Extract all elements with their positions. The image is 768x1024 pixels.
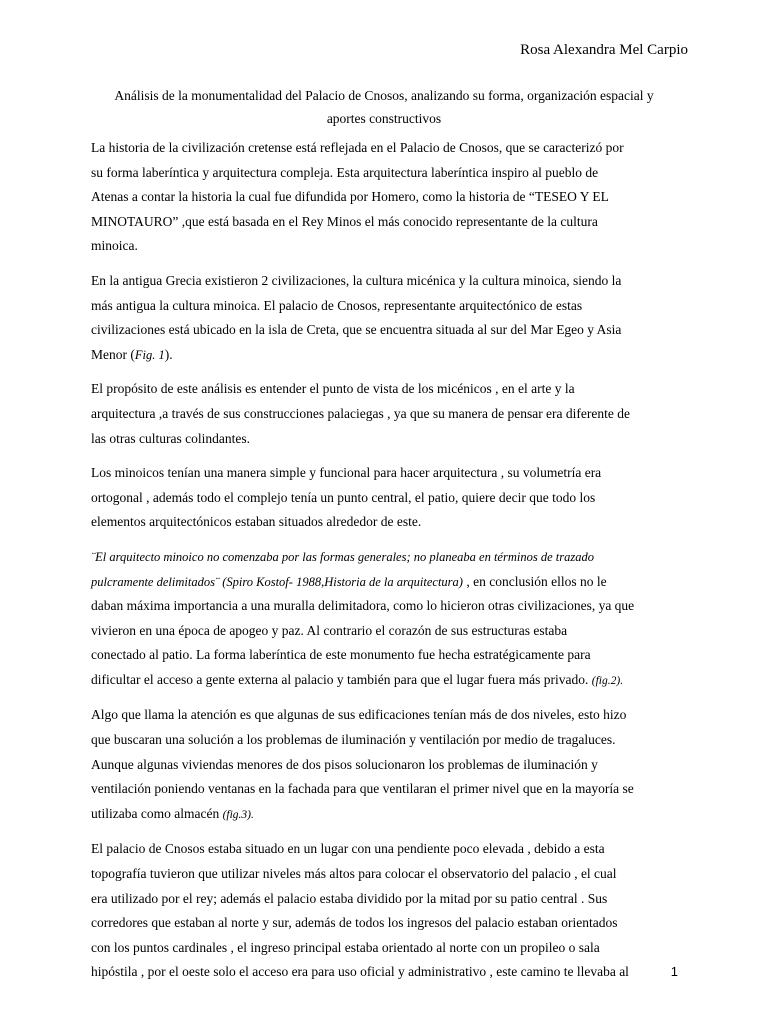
text-line — [91, 343, 680, 368]
text-line: minoica. — [91, 238, 138, 254]
text-line: Algo que llama la atención es que algunas de sus edificaciones tenían más de dos niveles, esto hizo — [91, 707, 627, 723]
text-line — [91, 668, 680, 694]
text-line — [91, 802, 680, 828]
text-run: Menor ( — [91, 346, 135, 362]
figure-reference: Fig. 1 — [134, 347, 165, 362]
text-line: Los minoicos tenían una manera simple y funcional para hacer arquitectura , su volumetría era — [91, 465, 602, 481]
title-line: Análisis de la monumentalidad del Palacio de Cnosos, analizando su forma, organización espacial y — [114, 88, 654, 103]
text-line: conectado al patio. La forma laberíntica de este monumento fue hecha estratégicamente para — [91, 647, 591, 663]
text-line: daban máxima importancia a una muralla delimitadora, como lo hicieron otras civilizaciones, ya que — [91, 598, 635, 614]
text-run: , en conclusión ellos no le — [462, 573, 607, 589]
header-author: Rosa Alexandra Mel Carpio — [520, 42, 688, 58]
text-line: MINOTAURO” ,que está basada en el Rey Minos el más conocido representante de la cultura — [91, 213, 598, 229]
text-line: En la antigua Grecia existieron 2 civilizaciones, la cultura micénica y la cultura minoica, siendo la — [91, 272, 622, 288]
text-line — [91, 570, 680, 595]
text-line: su forma laberíntica y arquitectura compleja. Esta arquitectura laberíntica inspiro al pueblo de — [91, 164, 599, 180]
text-line: El propósito de este análisis es entender el punto de vista de los micénicos , en el arte y la — [91, 381, 575, 397]
text-run: ). — [164, 346, 173, 362]
paragraph-4 — [91, 461, 680, 535]
document-body — [91, 136, 680, 995]
paragraph-7 — [91, 837, 680, 985]
text-line: arquitectura ,a través de sus construcciones palaciegas , ya que su manera de pensar era diferente de — [91, 405, 630, 421]
title-line: aportes constructivos — [326, 111, 442, 126]
quote-citation: pulcramente delimitados¨ (Spiro Kostof- 1988,Historia de la arquitectura) — [91, 574, 463, 589]
figure-reference: (fig.2). — [591, 674, 624, 687]
text-line: Atenas a contar la historia la cual fue difundida por Homero, como la historia de “TESEO Y EL — [91, 189, 609, 205]
text-run: dificultar el acceso a gente externa al palacio y también para que el lugar fuera más privado. — [91, 671, 592, 687]
quote-line: ¨El arquitecto minoico no comenzaba por las formas generales; no planeaba en términos de trazado — [91, 549, 594, 564]
text-line: hipóstila , por el oeste solo el acceso era para uso oficial y administrativo , este camino te llevaba al — [91, 964, 629, 980]
text-line: ventilación poniendo ventanas en la fachada para que ventilaran el primer nivel que en la mayoría se — [91, 781, 634, 797]
text-line: vivieron en una época de apogeo y paz. Al contrario el corazón de sus estructuras estaba — [91, 622, 568, 638]
text-line: civilizaciones está ubicado en la isla de Creta, que se encuentra situada al sur del Mar Egeo y Asia — [91, 322, 622, 338]
text-line: ortogonal , además todo el complejo tenía un punto central, el patio, quiere decir que todo los — [91, 489, 596, 505]
paragraph-2 — [91, 269, 680, 367]
page-number: 1 — [670, 964, 678, 979]
text-line: El palacio de Cnosos estaba situado en un lugar con una pendiente poco elevada , debido a esta — [91, 841, 605, 857]
text-line: que buscaran una solución a los problemas de iluminación y ventilación por medio de tragaluces. — [91, 732, 616, 748]
paragraph-5 — [91, 545, 680, 694]
text-line: corredores que estaban al norte y sur, además de todos los ingresos del palacio estaban orientados — [91, 915, 618, 931]
text-line: topografía tuvieron que utilizar niveles más altos para colocar el observatorio del palacio , el cual — [91, 866, 617, 882]
document-title — [86, 84, 682, 130]
paragraph-3 — [91, 377, 680, 451]
text-line: Aunque algunas viviendas menores de dos pisos solucionaron los problemas de iluminación y — [91, 756, 598, 772]
text-line: elementos arquitectónicos estaban situados alrededor de este. — [91, 514, 422, 530]
text-line: las otras culturas colindantes. — [91, 430, 250, 446]
paragraph-1 — [91, 136, 680, 259]
text-line: La historia de la civilización cretense está reflejada en el Palacio de Cnosos, que se caracterizó por — [91, 140, 624, 155]
paragraph-6 — [91, 703, 680, 827]
text-line: era utilizado por el rey; además el palacio estaba dividido por la mitad por su patio central . Sus — [91, 890, 608, 906]
text-run: utilizaba como almacén — [91, 805, 223, 821]
text-line: con los puntos cardinales , el ingreso principal estaba orientado al norte con un propileo o sala — [91, 939, 600, 955]
figure-reference: (fig.3). — [222, 808, 254, 821]
text-line: más antigua la cultura minoica. El palacio de Cnosos, representante arquitectónico de estas — [91, 297, 583, 313]
